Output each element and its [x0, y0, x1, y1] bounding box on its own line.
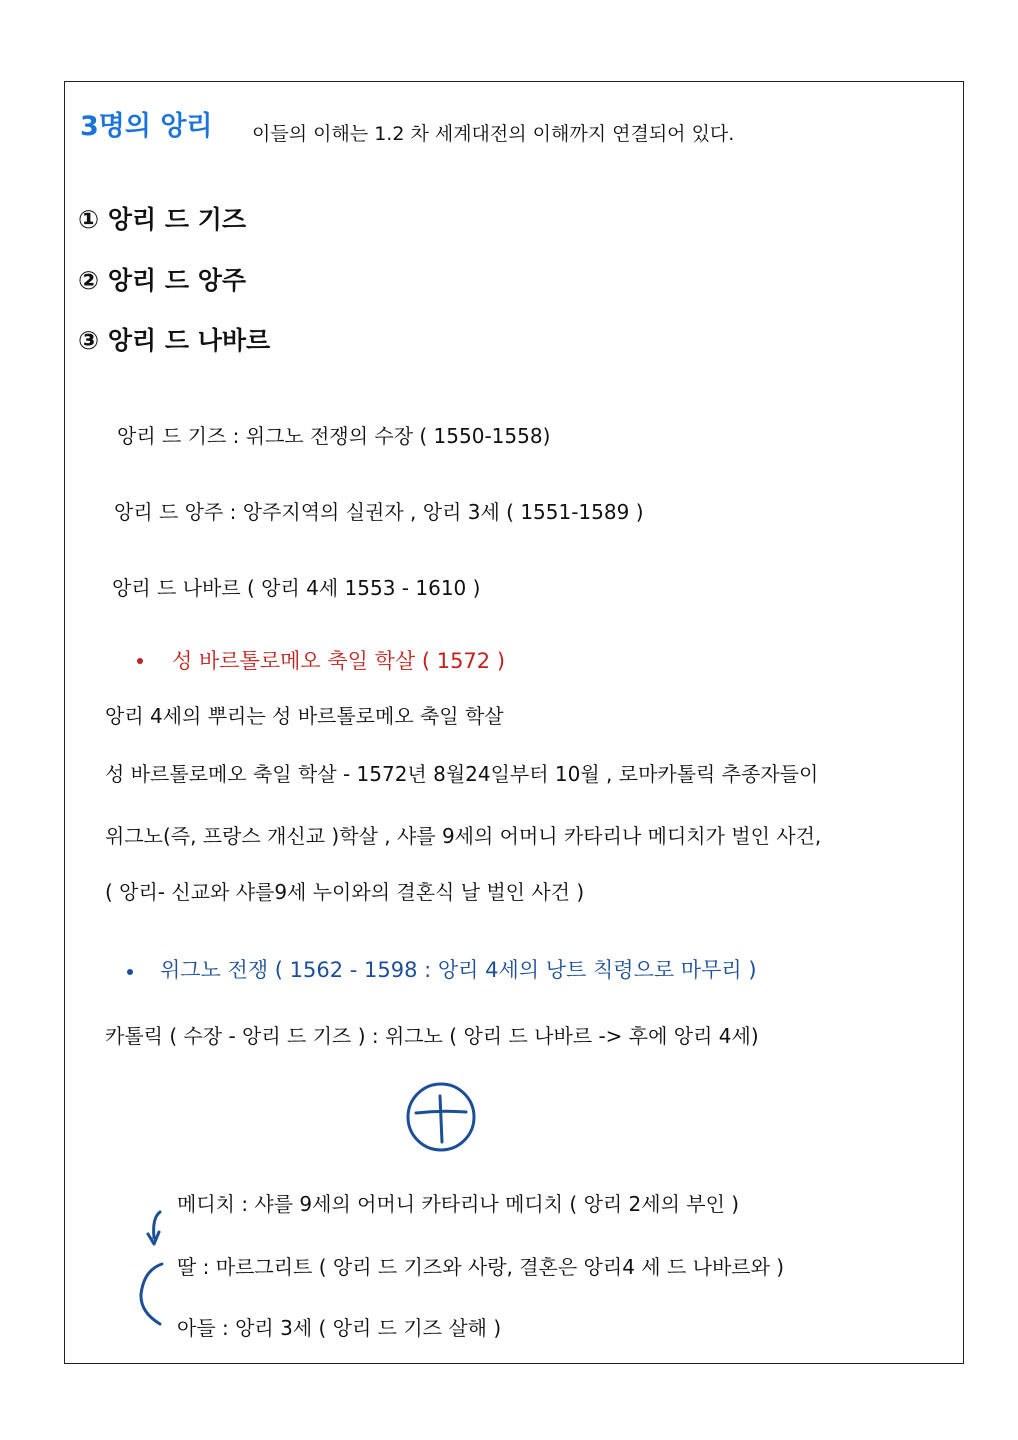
description-line: 앙리 드 앙주 : 앙주지역의 실권자 , 앙리 3세 ( 1551-1589 ) — [114, 500, 644, 524]
page-title: 3명의 앙리 — [80, 111, 213, 142]
body-line: 카톨릭 ( 수장 - 앙리 드 기즈 ) : 위그노 ( 앙리 드 나바르 -> 후에 앙리 4세) — [105, 1024, 759, 1048]
body-line: 성 바르톨로메오 축일 학살 - 1572년 8월24일부터 10월 , 로마카톨릭 추종자들이 — [105, 762, 819, 786]
plus-icon — [404, 1080, 478, 1154]
bracket-arrow-icon — [130, 1198, 170, 1328]
numbered-item: ③ 앙리 드 나바르 — [78, 326, 271, 355]
body-line: 위그노(즉, 프랑스 개신교 )학살 , 샤를 9세의 어머니 카타리나 메디치가 벌인 사건, — [105, 824, 822, 848]
page-subtitle: 이들의 이해는 1.2 차 세계대전의 이해까지 연결되어 있다. — [252, 123, 735, 145]
body-line: 앙리 4세의 뿌리는 성 바르톨로메오 축일 학살 — [105, 704, 504, 728]
section-heading-blue: 위그노 전쟁 ( 1562 - 1598 : 앙리 4세의 낭트 칙령으로 마무리 ) — [160, 958, 757, 982]
description-line: 앙리 드 기즈 : 위그노 전쟁의 수장 ( 1550-1558) — [117, 424, 551, 448]
bullet-icon — [127, 969, 133, 975]
section-heading-red: 성 바르톨로메오 축일 학살 ( 1572 ) — [172, 649, 506, 673]
body-line: ( 앙리- 신교와 샤를9세 누이와의 결혼식 날 벌인 사건 ) — [105, 880, 585, 904]
bullet-icon — [137, 658, 143, 664]
family-line: 메디치 : 샤를 9세의 어머니 카타리나 메디치 ( 앙리 2세의 부인 ) — [177, 1192, 740, 1216]
description-line: 앙리 드 나바르 ( 앙리 4세 1553 - 1610 ) — [112, 576, 481, 600]
family-line: 딸 : 마르그리트 ( 앙리 드 기즈와 사랑, 결혼은 앙리4 세 드 나바르와 ) — [177, 1255, 785, 1279]
numbered-item: ① 앙리 드 기즈 — [78, 205, 247, 234]
family-line: 아들 : 앙리 3세 ( 앙리 드 기즈 살해 ) — [177, 1316, 502, 1340]
numbered-item: ② 앙리 드 앙주 — [78, 266, 247, 295]
